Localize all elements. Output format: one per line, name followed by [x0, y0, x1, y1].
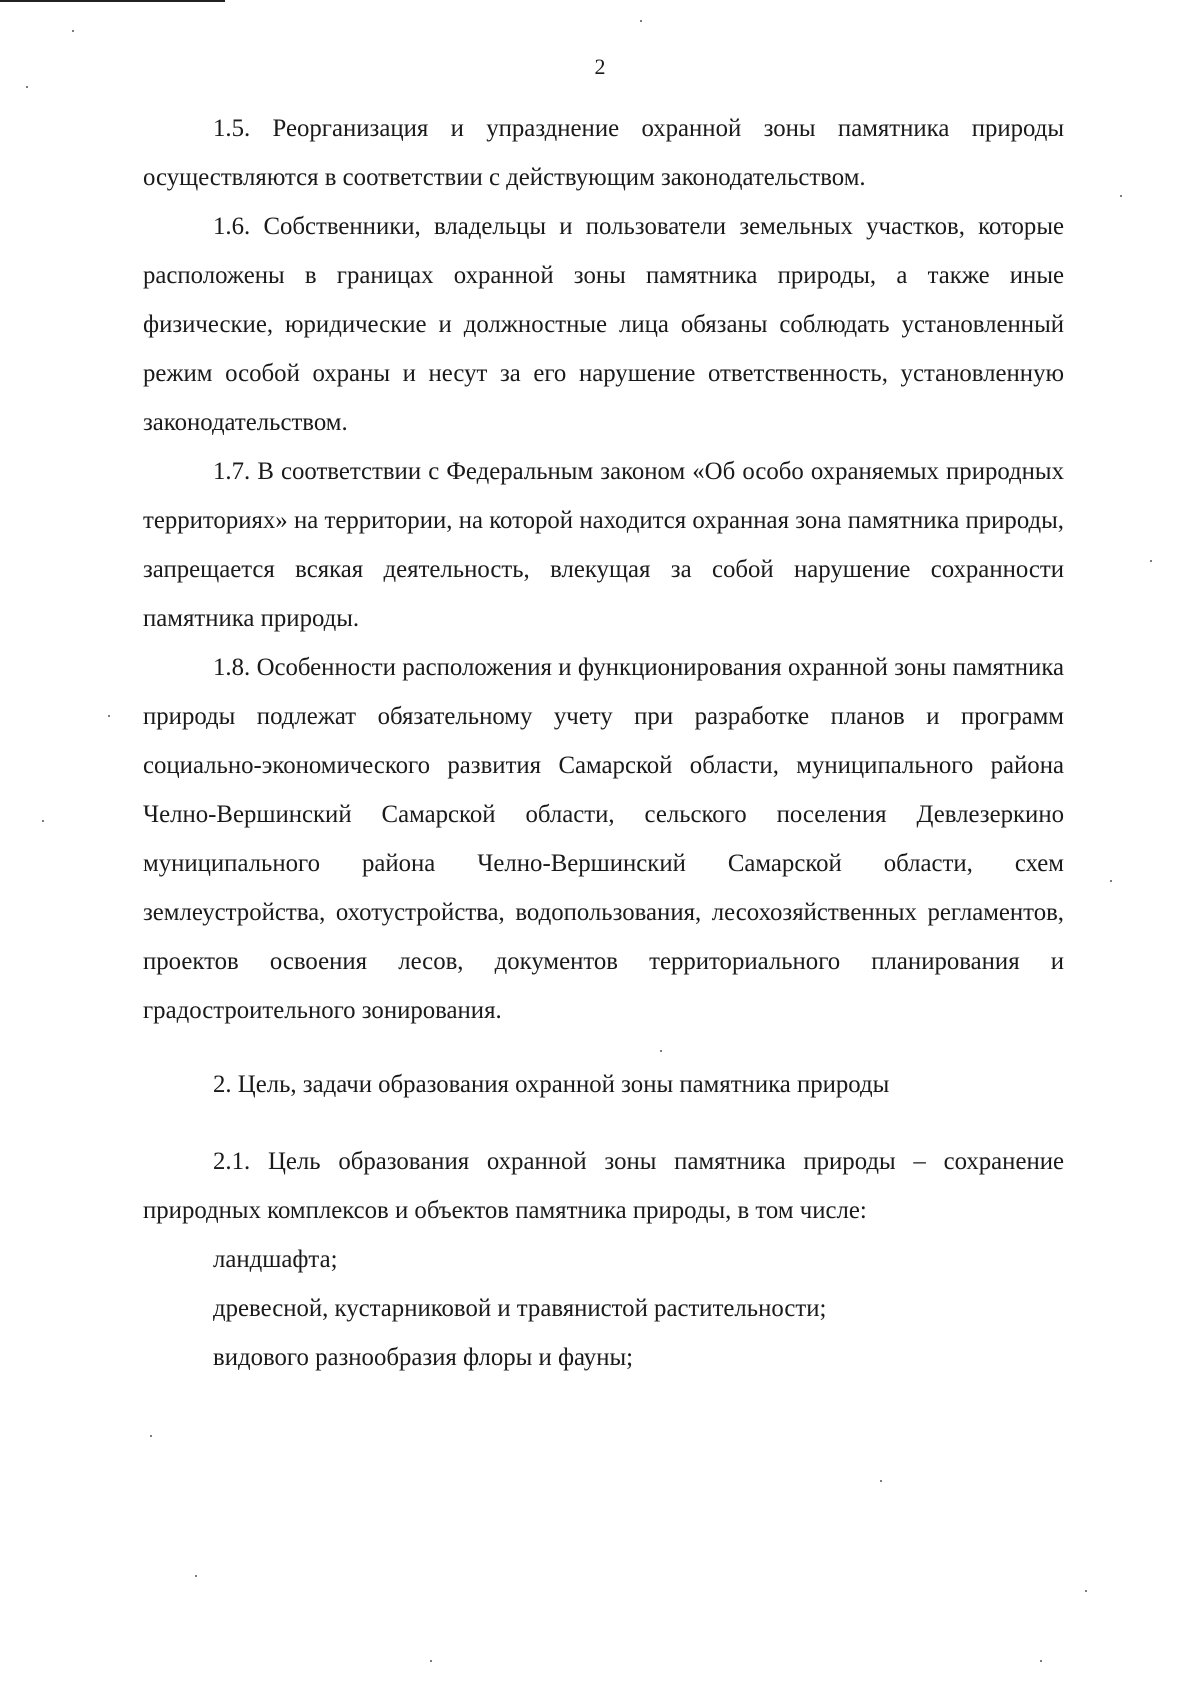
list-item: ландшафта;: [213, 1246, 338, 1273]
document-body: [143, 104, 1064, 1382]
list-item: видового разнообразия флоры и фауны;: [213, 1344, 634, 1371]
page-number: 2: [594, 54, 606, 79]
top-rule: [0, 0, 225, 2]
paragraph-1-5: 1.5. Реорганизация и упразднение охранной зоны памятника природы осуществляются в соответствии с действующим законодательством.: [143, 115, 1064, 191]
paragraph-1-8: 1.8. Особенности расположения и функционирования охранной зоны памятника природы подлежат обязательному учету при разработке планов и программ социально-экономического развития Самарской области, муниципального района Челно-Вершинский Самарской области, сельского поселения Девлезеркино муниципального района Челно-Вершинский Самарской области, схем землеустройства, охотустройства, водопользования, лесохозяйственных регламентов, проектов освоения лесов, документов территориального планирования и градостроительного зонирования.: [143, 654, 1064, 1024]
paragraph-1-7: 1.7. В соответствии с Федеральным законом «Об особо охраняемых природных территориях» на территории, на которой находится охранная зона памятника природы, запрещается всякая деятельность, влекущая за собой нарушение сохранности памятника природы.: [143, 458, 1064, 632]
list-item: древесной, кустарниковой и травянистой растительности;: [213, 1295, 827, 1322]
paragraph-1-6: 1.6. Собственники, владельцы и пользователи земельных участков, которые расположены в границах охранной зоны памятника природы, а также иные физические, юридические и должностные лица обязаны соблюдать установленный режим особой охраны и несут за его нарушение ответственность, установленную законодательством.: [143, 213, 1064, 436]
section-2-heading: 2. Цель, задачи образования охранной зоны памятника природы: [213, 1071, 890, 1098]
paragraph-2-1: 2.1. Цель образования охранной зоны памятника природы – сохранение природных комплексов и объектов памятника природы, в том числе:: [143, 1148, 1064, 1224]
